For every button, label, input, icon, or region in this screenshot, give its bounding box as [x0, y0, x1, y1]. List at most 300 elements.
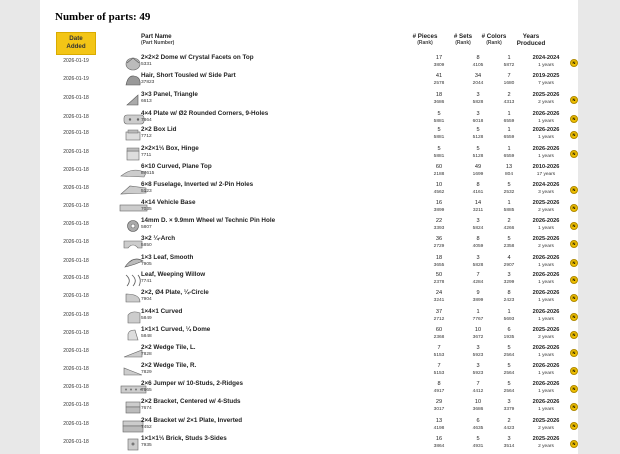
sets-value: 3	[476, 345, 480, 351]
colors-rank: 3299	[503, 280, 515, 285]
part-number: 7452	[141, 425, 152, 430]
pieces-value: 41	[435, 73, 443, 79]
new-badge-icon: N	[570, 186, 578, 194]
pieces-rank: 2729	[433, 244, 445, 249]
part-number: 87615	[141, 171, 155, 176]
part-name-link[interactable]: Leaf, Weeping Willow	[141, 271, 206, 278]
table-row[interactable]	[55, 326, 576, 344]
part-number: 5331	[141, 62, 152, 67]
years-header-line2: Produced	[516, 40, 546, 47]
years-cell	[523, 55, 569, 69]
part-name-link[interactable]: 1×1×1 Curved, ¼ Dome	[141, 326, 211, 333]
new-badge-icon: N	[570, 259, 578, 267]
years-count: 1 years	[538, 317, 554, 322]
colors-value: 2	[507, 92, 511, 98]
part-number: 6613	[141, 99, 152, 104]
pieces-value: 10	[435, 182, 443, 188]
date-added-header[interactable]	[56, 32, 96, 55]
sets-rank: 5923	[472, 353, 484, 358]
table-row[interactable]	[55, 417, 576, 435]
colors-value: 5	[507, 182, 511, 188]
part-name-link[interactable]: 2×2 Wedge Tile, R.	[141, 362, 197, 369]
years-cell	[523, 164, 569, 178]
table-row[interactable]	[55, 271, 576, 289]
years-value: 2025-2026	[532, 436, 560, 442]
date-header-line2: Added	[66, 43, 86, 50]
years-value: 2026-2026	[532, 363, 560, 369]
sets-rank: 5824	[472, 226, 484, 231]
date-added: 2026-01-18	[63, 221, 89, 227]
pieces-value: 37	[435, 309, 443, 315]
pieces-cell	[419, 418, 459, 432]
sets-rank: 5828	[472, 100, 484, 105]
table-row[interactable]	[55, 73, 570, 90]
sets-value: 9	[476, 290, 480, 296]
pieces-rank: 3809	[433, 63, 445, 68]
colors-value: 1	[507, 55, 511, 61]
pieces-value: 7	[437, 345, 441, 351]
colors-rank-label: (Rank)	[486, 40, 502, 46]
date-added: 2026-01-18	[63, 149, 89, 155]
years-value: 2024-2024	[532, 55, 560, 61]
years-count: 1 years	[538, 135, 554, 140]
pieces-value: 16	[435, 436, 443, 442]
pieces-rank: 3686	[433, 100, 445, 105]
table-row[interactable]	[55, 254, 576, 272]
colors-rank: 5693	[503, 317, 515, 322]
colors-rank: 3514	[503, 444, 515, 449]
pieces-cell	[419, 182, 459, 196]
years-count: 2 years	[538, 244, 554, 249]
table-row[interactable]	[55, 344, 576, 362]
part-number: 7864	[141, 118, 152, 123]
years-cell	[523, 200, 569, 214]
sets-rank: 5128	[472, 154, 484, 159]
new-badge-icon: N	[570, 204, 578, 212]
part-number: 5807	[141, 225, 152, 230]
pieces-rank: 5153	[433, 353, 445, 358]
colors-rank: 2564	[503, 389, 515, 394]
pieces-rank: 3241	[433, 298, 445, 303]
date-added: 2026-01-19	[63, 58, 89, 64]
new-badge-icon: N	[570, 422, 578, 430]
pieces-value: 18	[435, 255, 443, 261]
sets-value: 49	[474, 164, 482, 170]
date-added: 2026-01-18	[63, 439, 89, 445]
colors-value: 3	[507, 399, 511, 405]
sets-value: 8	[476, 236, 480, 242]
sets-rank: 4284	[472, 280, 484, 285]
sets-value: 10	[474, 399, 482, 405]
colors-value: 4	[507, 255, 511, 261]
part-number: 7665	[141, 388, 152, 393]
colors-value: 3	[507, 436, 511, 442]
part-name-link[interactable]: 2×2 Box Lid	[141, 126, 177, 133]
colors-rank: 6559	[503, 135, 515, 140]
table-row[interactable]	[55, 110, 576, 128]
years-count: 1 years	[538, 226, 554, 231]
sets-value: 1	[476, 309, 480, 315]
date-added: 2026-01-18	[63, 421, 89, 427]
years-count: 1 years	[538, 371, 554, 376]
years-count: 1 years	[538, 154, 554, 159]
part-name-link[interactable]: 2×2 Wedge Tile, L.	[141, 344, 196, 351]
part-name-link[interactable]: 6×8 Fuselage, Inverted w/ 2-Pin Holes	[141, 181, 254, 188]
pieces-cell	[419, 272, 459, 286]
pieces-value: 7	[437, 363, 441, 369]
part-name-link[interactable]: 2×2×1⅓ Box, Hinge	[141, 145, 199, 152]
pieces-value: 24	[435, 290, 443, 296]
sets-rank-label: (Rank)	[455, 40, 471, 46]
part-name-link[interactable]: 1×1×1⅓ Brick, Studs 3-Sides	[141, 435, 227, 442]
pieces-value: 22	[435, 218, 443, 224]
sets-value: 7	[476, 381, 480, 387]
date-added: 2026-01-18	[63, 275, 89, 281]
table-row[interactable]	[55, 126, 576, 144]
years-count: 17 years	[536, 172, 556, 177]
pieces-cell	[419, 363, 459, 377]
years-cell	[523, 290, 569, 304]
pieces-value: 5	[437, 127, 441, 133]
new-badge-icon: N	[570, 59, 578, 67]
colors-rank: 2532	[503, 190, 515, 195]
part-name-link[interactable]: Hair, Short Tousled w/ Side Part	[141, 72, 236, 79]
colors-rank: 804	[504, 172, 513, 177]
years-count: 2 years	[538, 444, 554, 449]
pieces-cell	[419, 399, 459, 413]
part-number-label: (Part Number)	[141, 40, 175, 46]
years-value: 2010-2026	[532, 164, 560, 170]
pieces-cell	[419, 290, 459, 304]
table-row[interactable]	[55, 435, 576, 453]
table-row[interactable]	[55, 308, 576, 326]
sets-rank: 4105	[472, 63, 484, 68]
sets-value: 8	[476, 55, 480, 61]
sets-rank: 3211	[472, 208, 484, 213]
years-header-line1: Years	[522, 33, 540, 40]
part-number: 5848	[141, 334, 152, 339]
years-value: 2019-2025	[532, 73, 560, 79]
pieces-cell	[419, 92, 459, 106]
date-added: 2026-01-18	[63, 130, 89, 136]
pieces-cell	[419, 436, 459, 450]
part-number: 5849	[141, 316, 152, 321]
part-name-link[interactable]: 3×3 Panel, Triangle	[141, 91, 198, 98]
pieces-rank: 2188	[433, 172, 445, 177]
new-badge-icon: N	[570, 331, 578, 339]
years-value: 2026-2026	[532, 218, 560, 224]
pieces-value: 16	[435, 200, 443, 206]
date-added: 2026-01-18	[63, 114, 89, 120]
colors-value: 5	[507, 236, 511, 242]
pieces-rank: 2378	[433, 280, 445, 285]
colors-value: 1	[507, 309, 511, 315]
table-row[interactable]	[55, 362, 576, 380]
pieces-rank: 4917	[433, 389, 445, 394]
pieces-value: 13	[435, 418, 443, 424]
new-badge-icon: N	[570, 115, 578, 123]
colors-rank: 2564	[503, 371, 515, 376]
part-number: 7828	[141, 352, 152, 357]
date-added: 2026-01-18	[63, 402, 89, 408]
pieces-value: 50	[435, 272, 443, 278]
pieces-rank: 2368	[433, 335, 445, 340]
pieces-cell	[419, 236, 459, 250]
pieces-rank: 3393	[433, 226, 445, 231]
new-badge-icon: N	[570, 131, 578, 139]
pieces-cell	[419, 73, 459, 87]
years-cell	[523, 272, 569, 286]
part-name-label: Part Name	[141, 33, 172, 40]
pieces-cell	[419, 127, 459, 141]
table-row[interactable]	[55, 235, 576, 253]
pieces-value: 60	[435, 164, 443, 170]
parts-count-title: Number of parts: 49	[55, 11, 151, 23]
colors-rank: 1680	[503, 81, 515, 86]
years-count: 7 years	[538, 81, 554, 86]
date-added: 2026-01-18	[63, 185, 89, 191]
new-badge-icon: N	[570, 313, 578, 321]
years-count: 1 years	[538, 389, 554, 394]
table-row[interactable]	[55, 164, 570, 181]
sets-value: 14	[474, 200, 482, 206]
colors-value: 2	[507, 218, 511, 224]
sets-rank: 7767	[472, 317, 484, 322]
table-row[interactable]	[55, 54, 576, 72]
date-added: 2026-01-18	[63, 312, 89, 318]
pieces-rank: 2578	[433, 81, 445, 86]
pieces-cell	[419, 200, 459, 214]
pieces-header-label: # Pieces	[412, 33, 438, 40]
colors-rank: 2564	[503, 353, 515, 358]
sets-rank: 4931	[472, 444, 484, 449]
pieces-header[interactable]	[405, 33, 445, 47]
pieces-cell	[419, 146, 459, 160]
part-name-link[interactable]: 2×6 Jumper w/ 10-Studs, 2-Ridges	[141, 380, 244, 387]
years-cell	[523, 418, 569, 432]
part-name-header[interactable]	[141, 33, 174, 47]
sets-rank: 5128	[472, 135, 484, 140]
date-added: 2026-01-18	[63, 366, 89, 372]
pieces-value: 18	[435, 92, 443, 98]
table-row[interactable]	[55, 199, 576, 217]
years-count: 2 years	[538, 100, 554, 105]
table-row[interactable]	[55, 398, 576, 416]
date-added: 2026-01-18	[63, 384, 89, 390]
years-value: 2026-2026	[532, 255, 560, 261]
part-name-link[interactable]: 2×4 Bracket w/ 2×1 Plate, Inverted	[141, 417, 243, 424]
part-number: 7711	[141, 153, 152, 158]
part-number: 7904	[141, 297, 152, 302]
new-badge-icon: N	[570, 440, 578, 448]
colors-header-label: # Colors	[481, 33, 507, 40]
table-row[interactable]	[55, 91, 576, 109]
colors-rank: 6559	[503, 119, 515, 124]
years-cell	[523, 399, 569, 413]
years-cell	[523, 327, 569, 341]
years-value: 2025-2026	[532, 327, 560, 333]
colors-rank: 1935	[503, 335, 515, 340]
sets-rank: 6018	[472, 119, 484, 124]
years-value: 2025-2026	[532, 200, 560, 206]
years-cell	[523, 73, 569, 87]
new-badge-icon: N	[570, 367, 578, 375]
table-row[interactable]	[55, 181, 576, 199]
years-count: 1 years	[538, 298, 554, 303]
sets-rank: 4059	[472, 244, 484, 249]
years-value: 2024-2026	[532, 182, 560, 188]
sets-value: 5	[476, 146, 480, 152]
pieces-cell	[419, 218, 459, 232]
new-badge-icon: N	[570, 96, 578, 104]
colors-value: 5	[507, 345, 511, 351]
date-added: 2026-01-18	[63, 348, 89, 354]
sets-value: 10	[474, 327, 482, 333]
years-count: 1 years	[538, 119, 554, 124]
part-name-link[interactable]: 6×10 Curved, Plane Top	[141, 163, 212, 170]
years-cell	[523, 111, 569, 125]
colors-value: 2	[507, 418, 511, 424]
years-cell	[523, 146, 569, 160]
new-badge-icon: N	[570, 385, 578, 393]
pieces-rank: 3017	[433, 407, 445, 412]
part-name-link[interactable]: 2×2, Ø4 Plate, ¼-Circle	[141, 289, 209, 296]
sets-value: 7	[476, 272, 480, 278]
sets-rank: 3899	[472, 298, 484, 303]
years-value: 2026-2026	[532, 290, 560, 296]
page-panel	[40, 0, 578, 454]
pieces-value: 5	[437, 111, 441, 117]
pieces-value: 8	[437, 381, 441, 387]
years-value: 2026-2026	[532, 111, 560, 117]
pieces-cell	[419, 55, 459, 69]
sets-rank: 5923	[472, 371, 484, 376]
table-row[interactable]	[55, 289, 576, 307]
pieces-value: 17	[435, 55, 443, 61]
part-name-link[interactable]: 4×4 Plate w/ Ø2 Rounded Corners, 9-Holes	[141, 110, 269, 117]
part-number: 5850	[141, 243, 152, 248]
new-badge-icon: N	[570, 150, 578, 158]
part-name-link[interactable]: 3×2 ¼-Arch	[141, 235, 176, 242]
colors-rank: 4266	[503, 226, 515, 231]
colors-value: 3	[507, 272, 511, 278]
years-count: 1 years	[538, 280, 554, 285]
part-number: 5123	[141, 189, 152, 194]
sets-rank: 4412	[472, 389, 484, 394]
pieces-cell	[419, 345, 459, 359]
years-value: 2026-2026	[532, 272, 560, 278]
pieces-value: 5	[437, 146, 441, 152]
colors-value: 1	[507, 111, 511, 117]
new-badge-icon: N	[570, 276, 578, 284]
years-cell	[523, 92, 569, 106]
years-cell	[523, 218, 569, 232]
colors-value: 1	[507, 127, 511, 133]
sets-rank: 1699	[472, 172, 484, 177]
colors-rank: 5872	[503, 63, 515, 68]
years-count: 2 years	[538, 426, 554, 431]
new-badge-icon: N	[570, 294, 578, 302]
pieces-rank: 4562	[433, 190, 445, 195]
years-header[interactable]	[508, 33, 554, 47]
pieces-value: 29	[435, 399, 443, 405]
date-added: 2026-01-19	[63, 76, 89, 82]
part-name-link[interactable]: 2×2×2 Dome w/ Crystal Facets on Top	[141, 54, 254, 61]
new-badge-icon: N	[570, 240, 578, 248]
years-count: 1 years	[538, 63, 554, 68]
date-added: 2026-01-18	[63, 167, 89, 173]
colors-value: 5	[507, 363, 511, 369]
part-number: 7035	[141, 207, 152, 212]
pieces-rank: 4198	[433, 426, 445, 431]
pieces-rank: 3655	[433, 263, 445, 268]
years-cell	[523, 182, 569, 196]
years-cell	[523, 255, 569, 269]
years-value: 2026-2026	[532, 345, 560, 351]
pieces-cell	[419, 111, 459, 125]
pieces-rank: 2712	[433, 317, 445, 322]
sets-value: 3	[476, 111, 480, 117]
part-name-link[interactable]: 4×14 Vehicle Base	[141, 199, 196, 206]
date-header-line1: Date	[69, 35, 83, 42]
date-added: 2026-01-18	[63, 239, 89, 245]
colors-rank: 4423	[503, 426, 515, 431]
years-value: 2026-2026	[532, 399, 560, 405]
part-number: 7741	[141, 279, 152, 284]
years-cell	[523, 345, 569, 359]
part-number: 37823	[141, 80, 155, 85]
years-count: 1 years	[538, 407, 554, 412]
pieces-value: 36	[435, 236, 443, 242]
pieces-rank: 3899	[433, 208, 445, 213]
table-row[interactable]	[55, 217, 576, 235]
part-number: 7935	[141, 443, 152, 448]
years-value: 2026-2026	[532, 381, 560, 387]
colors-rank: 5885	[503, 208, 515, 213]
years-value: 2026-2026	[532, 309, 560, 315]
pieces-cell	[419, 164, 459, 178]
colors-value: 8	[507, 290, 511, 296]
sets-value: 5	[476, 127, 480, 133]
part-name-link[interactable]: 1×4×1 Curved	[141, 308, 183, 315]
sets-rank: 2044	[472, 81, 484, 86]
part-name-link[interactable]: 14mm D. × 9.9mm Wheel w/ Technic Pin Hole	[141, 217, 276, 224]
years-value: 2025-2026	[532, 418, 560, 424]
years-count: 1 years	[538, 263, 554, 268]
table-row[interactable]	[55, 145, 576, 163]
sets-rank: 3672	[472, 335, 484, 340]
pieces-cell	[419, 309, 459, 323]
pieces-rank: 5881	[433, 135, 445, 140]
years-value: 2025-2026	[532, 92, 560, 98]
colors-value: 7	[507, 73, 511, 79]
years-count: 2 years	[538, 335, 554, 340]
years-cell	[523, 363, 569, 377]
part-number: 7829	[141, 370, 152, 375]
pieces-cell	[419, 327, 459, 341]
colors-rank: 6559	[503, 154, 515, 159]
colors-value: 6	[507, 327, 511, 333]
colors-rank: 2358	[503, 244, 515, 249]
part-name-link[interactable]: 1×3 Leaf, Smooth	[141, 254, 194, 261]
new-badge-icon: N	[570, 403, 578, 411]
colors-value: 13	[505, 164, 513, 170]
pieces-rank: 5153	[433, 371, 445, 376]
pieces-rank: 5881	[433, 119, 445, 124]
colors-rank: 2907	[503, 263, 515, 268]
table-row[interactable]	[55, 380, 576, 398]
part-name-link[interactable]: 2×2 Bracket, Centered w/ 4-Studs	[141, 398, 241, 405]
